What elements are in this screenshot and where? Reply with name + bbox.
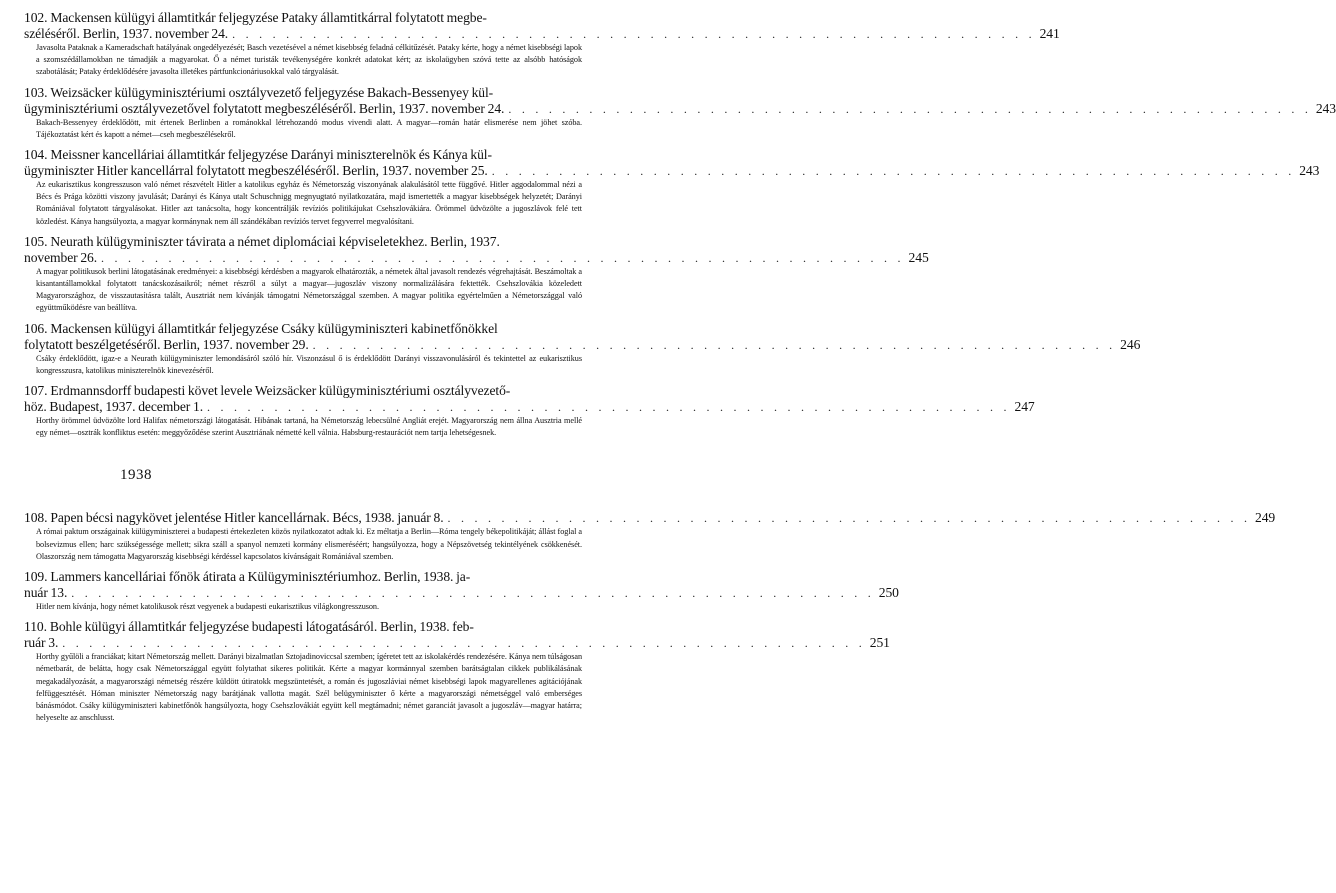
entry-number: 110. [24, 619, 47, 635]
page-number: 243 [1315, 100, 1336, 116]
entry-title-text: ügyminisztériumi osztályvezetővel folytatott megbeszéléséről. Berlin, 1937. november 24. [24, 100, 505, 116]
year-heading: 1938 [120, 467, 152, 484]
entry-title-last [24, 163, 1320, 179]
page-number: 246 [1120, 336, 1141, 352]
entry-title-last [24, 26, 1060, 42]
page-number: 250 [878, 585, 899, 601]
document-page [24, 10, 1336, 730]
entry-title-text: széléséről. Berlin, 1937. november 24. [24, 26, 229, 41]
entry-number: 103. [24, 84, 48, 100]
entry-number: 104. [24, 147, 48, 163]
entry-title [24, 383, 1035, 415]
toc-entry [24, 233, 929, 315]
entry-title-lead [24, 383, 604, 399]
entry-summary: Az eukarisztikus kongresszuson való német részvételt Hitler a katolikus egyház és Németország viszonyának alakulásától tette függővé. Hitler aggodalommal nézi a Bécs és Prága közötti viszony javulását; Darányi és Kánya utalt Schuschnigg megnyugtató nyilatkozatára, majd ismertették a magyar kisebbségek helyzetét; Darányi Romániával folytatott tárgyalásokat. Hitler azt tanácsolta, hogy koncentrálják revíziós politikájukat Csehszlovákiára. Örömmel üdvözölte a jugoszlávok felé tett közledést. Kánya hangsúlyozta, a magyar kormánynak nem áll szándékában revíziós tervet fegyverrel megvalósítani. [36, 180, 582, 226]
entry-summary: Hitler nem kívánja, hogy német katolikusok részt vegyenek a budapesti eukarisztikus világkongresszuson. [36, 602, 379, 612]
entry-title-lead [24, 85, 604, 101]
leader-dots: . . . . . . . . . . . . . . . . . . . . . . . . . . . . . . . . . . . . . . . . . . . . . . . . . . . . . . . . . . . . [447, 511, 1252, 526]
entry-title-text: Erdmannsdorff budapesti követ levele Weizsäcker külügyminisztériumi osztályvezető- [50, 383, 511, 399]
entry-title-lead [24, 569, 604, 585]
leader-dots: . . . . . . . . . . . . . . . . . . . . . . . . . . . . . . . . . . . . . . . . . . . . . . . . . . . . . . . . . . . . [508, 101, 1312, 116]
toc-entry [24, 510, 1276, 563]
page-number: 241 [1039, 26, 1060, 41]
entry-title-last [24, 399, 1035, 415]
entry-title-text: Weizsäcker külügyminisztériumi osztályvezető feljegyzése Bakach-Bessenyey kül- [50, 84, 494, 100]
entry-title-text: ügyminiszter Hitler kancellárral folytatott megbeszéléséről. Berlin, 1937. november 25. [24, 163, 488, 179]
leader-dots: . . . . . . . . . . . . . . . . . . . . . . . . . . . . . . . . . . . . . . . . . . . . . . . . . . . . . . . . . . . . [71, 586, 875, 601]
entry-title-text: Mackensen külügyi államtitkár feljegyzése Pataky államtitkárral folytatott megbe- [50, 10, 487, 25]
entry-number: 108. [24, 510, 48, 526]
entry-title-last [24, 100, 1336, 117]
entry-title-last [24, 635, 890, 651]
toc-entry [24, 569, 899, 613]
entry-title-text: höz. Budapest, 1937. december 1. [24, 399, 204, 415]
leader-dots: . . . . . . . . . . . . . . . . . . . . . . . . . . . . . . . . . . . . . . . . . . . . . . . . . . . . . . . . . . . . [491, 164, 1296, 179]
entry-title [24, 233, 929, 266]
entry-summary: A római paktum országainak külügyminiszterei a budapesti értekezleten közös nyilatkozatot adtak ki. Ez méltatja a Berlin—Róma tengely békepolitikáját; állást foglal a bolsevizmus ellen; harc szükségessége mellett; sikra száll a spanyol nemzeti kormány elismeréséért; hangsúlyozza, hogy a Népszövetség tekintélyének csökkenését. Olaszország nem támogatta Magyarország kisebbségi kérdéssel kapcsolatos kívánságait Romániával szemben. [36, 527, 582, 561]
leader-dots: . . . . . . . . . . . . . . . . . . . . . . . . . . . . . . . . . . . . . . . . . . . . . . . . . . . . . . . . . . . . [207, 400, 1011, 415]
entries-1938 [24, 510, 1276, 724]
entry-number: 106. [24, 320, 48, 336]
entry-title-lead [24, 10, 604, 26]
leader-dots: . . . . . . . . . . . . . . . . . . . . . . . . . . . . . . . . . . . . . . . . . . . . . . . . . . . . . . . . . . . . [232, 27, 1036, 41]
toc-entry [24, 84, 1336, 141]
entry-title-text: Lammers kancelláriai főnök átirata a Külügyminisztériumhoz. Berlin, 1938. ja- [50, 569, 471, 585]
entry-title [24, 10, 1060, 42]
entry-title-text: folytatott beszélgetéséről. Berlin, 1937. november 29. [24, 336, 309, 352]
entry-number: 107. [24, 383, 48, 399]
leader-dots: . . . . . . . . . . . . . . . . . . . . . . . . . . . . . . . . . . . . . . . . . . . . . . . . . . . . . . . . . . . . [101, 250, 905, 265]
entry-title-last [24, 585, 899, 601]
page-number: 251 [869, 635, 890, 651]
entry-title-lead [24, 321, 604, 337]
entry-title-text: Meissner kancelláriai államtitkár feljegyzése Darányi miniszterelnök és Kánya kül- [50, 147, 492, 163]
entry-title-text: nuár 13. [24, 585, 68, 601]
entry-title [24, 619, 890, 651]
entry-title-lead [24, 234, 604, 250]
entry-title-text: Bohle külügyi államtitkár feljegyzése budapesti látogatásáról. Berlin, 1938. feb- [49, 619, 474, 635]
entry-title [24, 84, 1336, 117]
entry-title [24, 147, 1320, 179]
entry-title [24, 320, 1141, 353]
toc-entry [24, 147, 1320, 228]
toc-entry [24, 320, 1141, 377]
toc-entry [24, 619, 890, 724]
page-number: 245 [908, 249, 929, 265]
page-number: 247 [1014, 399, 1035, 415]
entries-1937 [24, 10, 1336, 439]
entry-number: 105. [24, 233, 48, 249]
entry-title-last [24, 336, 1141, 353]
entry-number: 102. [24, 10, 48, 25]
entry-title-text: november 26. [24, 249, 98, 265]
entry-title-text: Neurath külügyminiszter távirata a német diplomáciai képviseletekhez. Berlin, 1937. [50, 233, 500, 249]
entry-title [24, 510, 1276, 526]
entry-summary: Bakach-Bessenyey érdeklődött, mit értenek Berlinben a románokkal létrehozandó modus vivendi alatt. A magyar—román határ elismerése nem jöhet szóba. Tájékoztatást kért és kapott a német—cseh megbeszélésekről. [36, 117, 582, 139]
leader-dots: . . . . . . . . . . . . . . . . . . . . . . . . . . . . . . . . . . . . . . . . . . . . . . . . . . . . . . . . . . . . [62, 636, 866, 651]
entry-summary: Horthy gyűlöli a franciákat; kitart Németország mellett. Darányi bizalmatlan Sztojadinoviccsal szemben; ígéretet tett az iskolakérdés rendezésére. Kánya nem túlságosan németbarát, de belátta, hogy csak Németországgal együtt folytathat sikeres politikát. Kérte a magyar kormánnyal szemben barátságtalan cikkek publikálásának megakadályozását, a magyarországi németség részére küldött útiratokk megszüntetését, a román és jugoszláviai német kisebbségi lapok magyarellenes agitációjának felfüggesztését. Hóman miniszter Németország nagy barátjának vallotta magát. Szél belügyminiszter ő kérte a magyarországi németséggel való emberséges bánásmódot. Csáky külügyminiszteri kabinetfőnök hangsúlyozta, hogy Csehszlovákiát együtt kell megtámadni; német garanciát javasolt a jugoszláv—magyar határra; helyeselte az anschlusst. [36, 652, 582, 723]
entry-title-last [24, 249, 929, 266]
toc-entry [24, 10, 1060, 79]
entry-summary: Horthy örömmel üdvözölte lord Halifax németországi látogatását. Hibának tartaná, ha Németország lebecsülné Angliát erejét. Magyarország nem állna Ausztria mellé egy német—osztrák konfliktus esetén: meggyőződése szerint Ausztriának németté kell válnia. Habsburg-restaurációt nem tartja lehetségesnek. [36, 416, 582, 438]
entry-summary: Javasolta Pataknak a Kameradschaft hatályának ongedélyezését; Basch vezetésével a német kisebbség feladná célkitűzését. Pataky kérte, hogy a német kisebbségi lapok a szomszédállamokban ne támadják a magyarokat. Ő a német turisták tevékenységére konkrét adatokat kért; az iskolaügyben szóvá tette az alsóbb hatóságok szabotálását; Pataky érdeklődésére javasolta illetékes pártfunkcionáriusokkal való tárgyalását. [36, 43, 582, 77]
page-number: 243 [1299, 163, 1320, 179]
entry-title-text: Mackensen külügyi államtitkár feljegyzése Csáky külügyminiszteri kabinetfőnökkel [50, 320, 498, 336]
entry-title-lead [24, 619, 604, 635]
entry-summary: A magyar politikusok berlini látogatásának eredményei: a kisebbségi kérdésben a magyarok elhatározták, a németek által javasolt rendezés végrehajtását. Beszámoltak a kisantantállamokkal folytatott tanácskozásaikról; német részről a súlyt a magyar—jugoszláv viszony normalizálására fektették. Csehszlovákia közeledett Magyarországhoz, de visszautasításra talált, Ausztriát nem kívánják támogatni Németországgal szemben. A magyar politika egyértelműen a Németországgal való együttműködésre van beállítva. [36, 266, 582, 313]
entry-title-text: ruár 3. [24, 635, 59, 651]
entry-number: 109. [24, 569, 48, 585]
toc-entry [24, 383, 1035, 439]
leader-dots: . . . . . . . . . . . . . . . . . . . . . . . . . . . . . . . . . . . . . . . . . . . . . . . . . . . . . . . . . . . . [312, 337, 1117, 352]
entry-summary: Csáky érdeklődött, igaz-e a Neurath külügyminiszter lemondásáról szóló hír. Viszonzásul ő is érdeklődött Darányi visszavonulásáról és tekintettel az eukarisztikus kongresszusra, katolikus miniszterelnök kinevezéséről. [36, 353, 582, 375]
page-number: 249 [1255, 510, 1276, 526]
entry-title-lead [24, 147, 604, 163]
entry-title-text: Papen bécsi nagykövet jelentése Hitler kancellárnak. Bécs, 1938. január 8. [50, 510, 444, 526]
entry-title [24, 569, 899, 601]
entry-title-last [24, 510, 1276, 526]
